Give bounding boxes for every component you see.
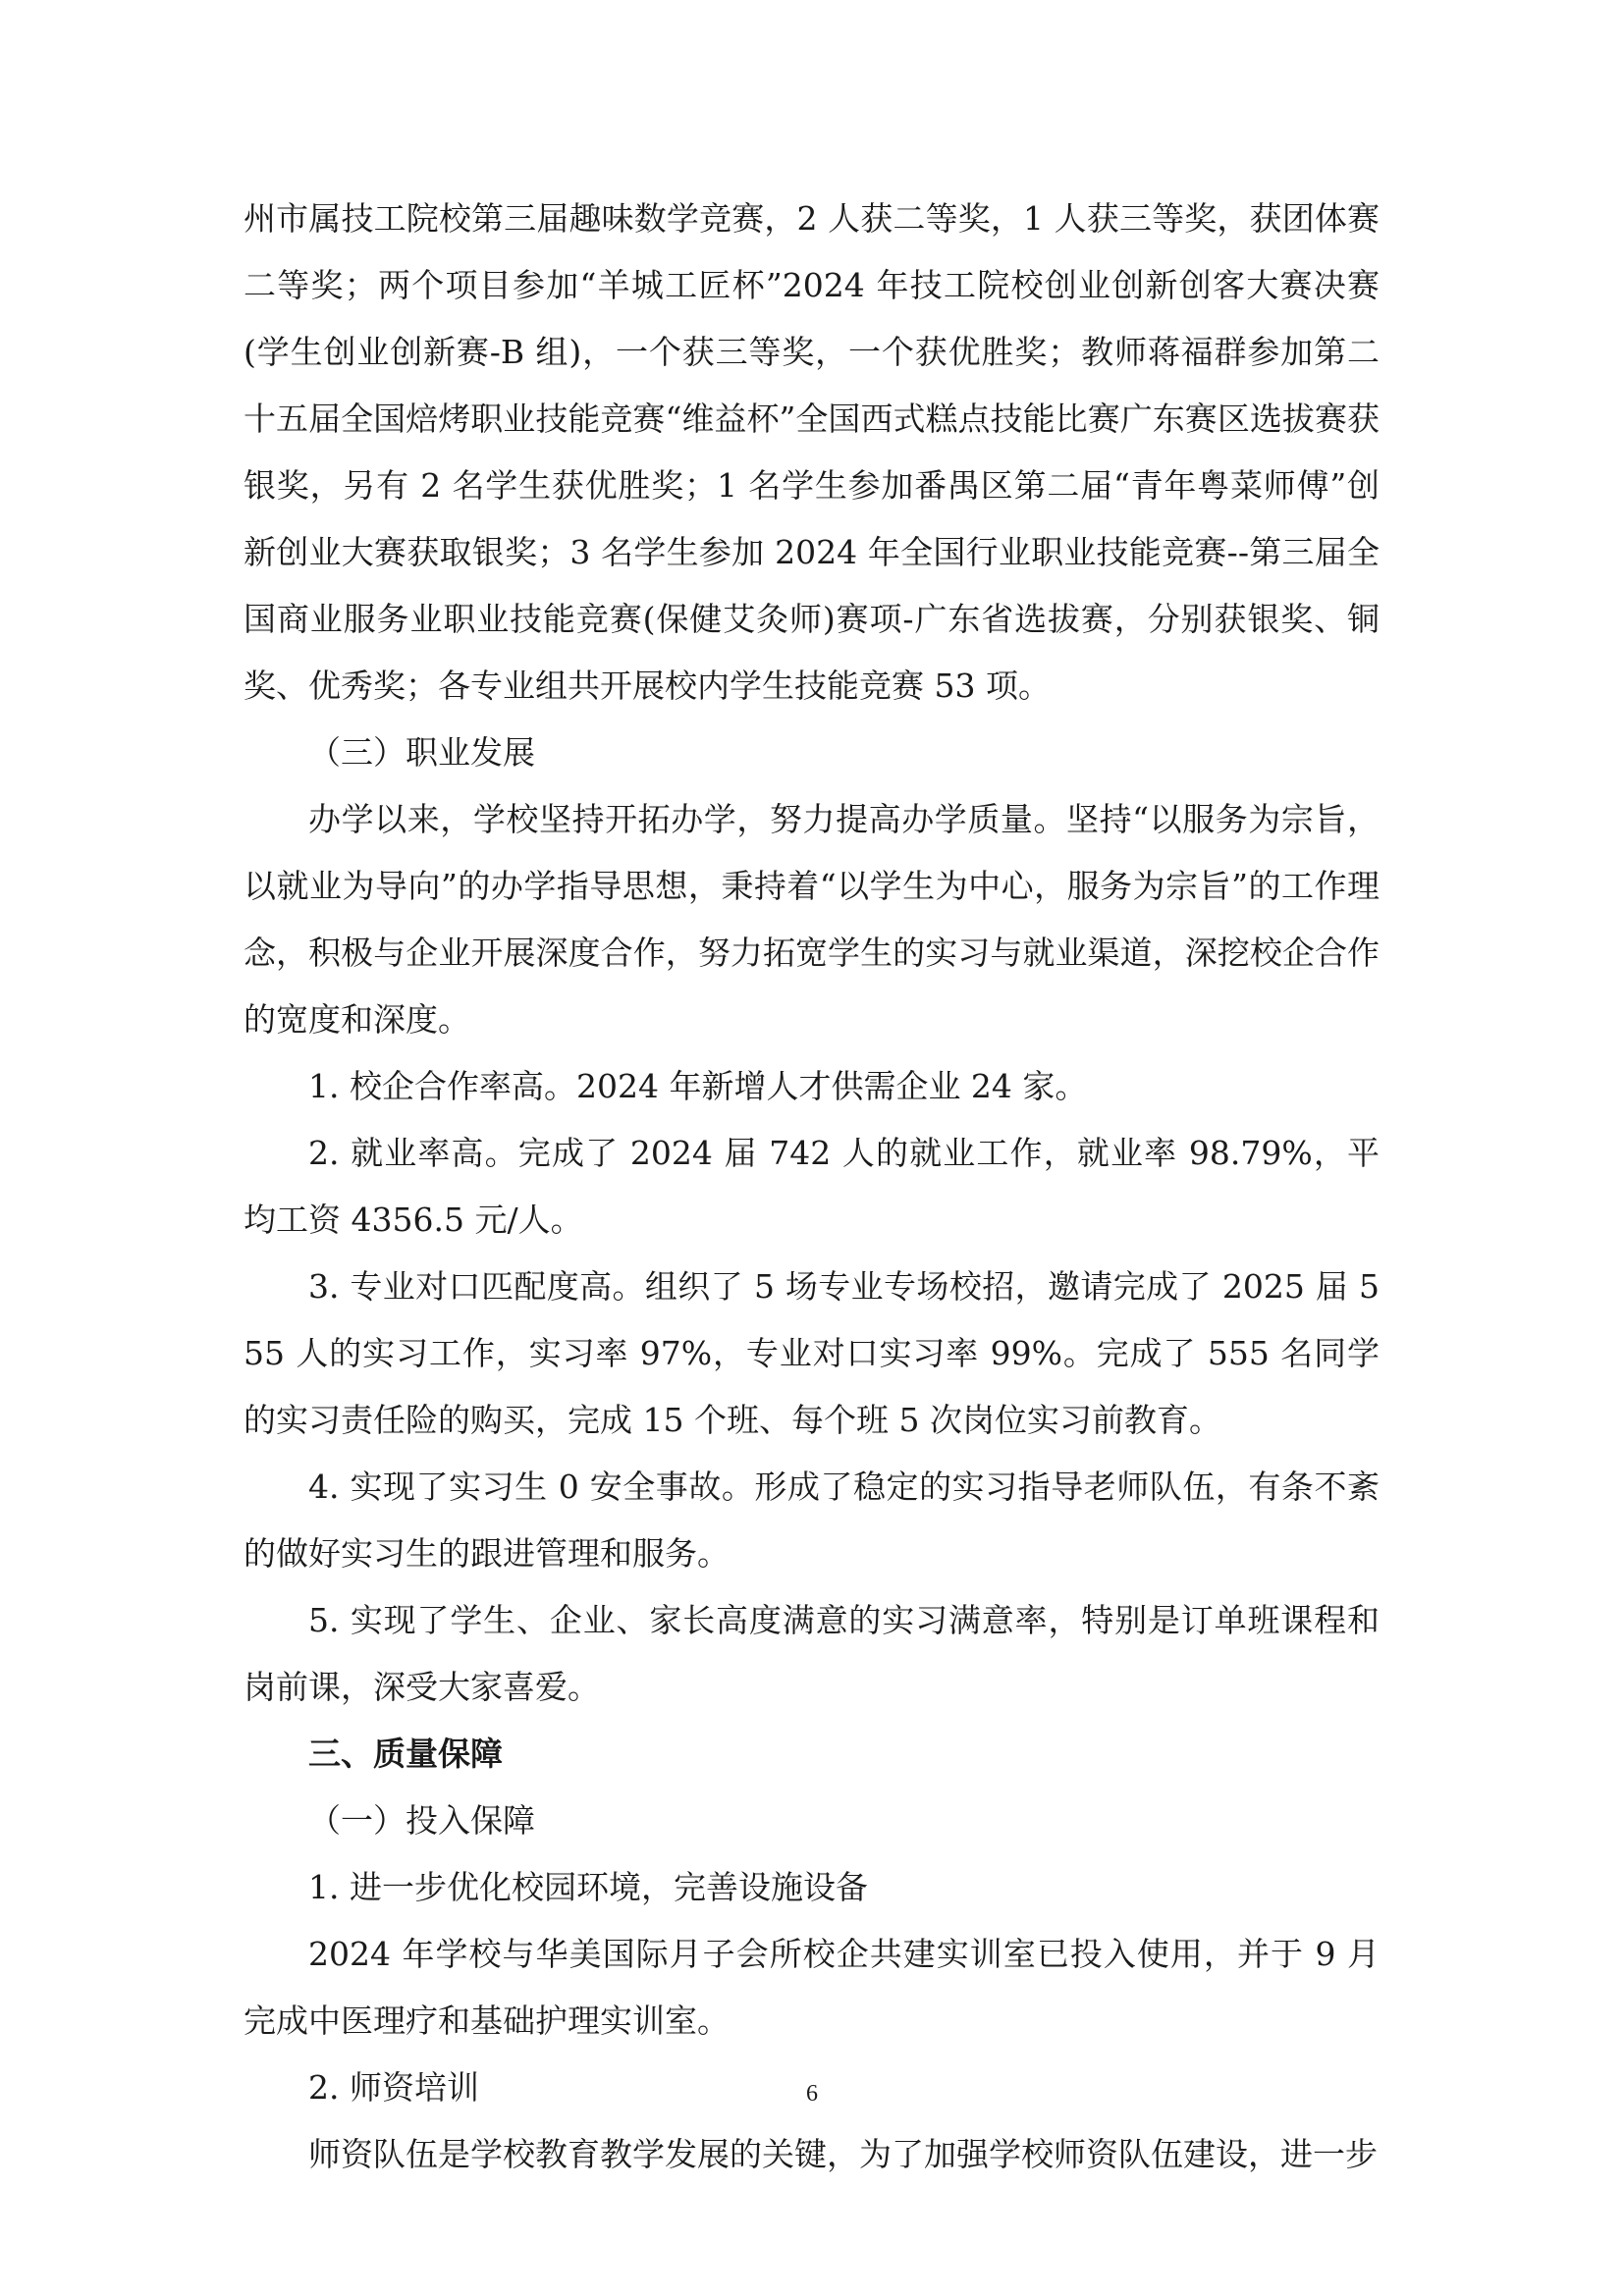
subheading-campus-environment: 1. 进一步优化校园环境，完善设施设备	[308, 1868, 868, 1906]
paragraph-school-philosophy: 办学以来，学校坚持开拓办学，努力提高办学质量。坚持“以服务为宗旨，以就业为导向”的办学指导思想，秉持着“以学生为中心，服务为宗旨”的工作理念，积极与企业开展深度合作，努力拓宽学生的实习与就业渠道，深挖校企合作的宽度和深度。	[244, 800, 1380, 1039]
paragraph-training-rooms: 2024 年学校与华美国际月子会所校企共建实训室已投入使用，并于 9 月完成中医理疗和基础护理实训室。	[244, 1935, 1380, 2040]
paragraph-competition-awards: 州市属技工院校第三届趣味数学竞赛，2 人获二等奖，1 人获三等奖，获团体赛二等奖；两个项目参加“羊城工匠杯”2024 年技工院校创业创新创客大赛决赛(学生创业创新赛-B 组)，一个获三等奖，一个获优胜奖；教师蒋福群参加第二十五届全国焙烤职业技能竞赛“维益杯”全国西式糕点技能比赛广东赛区选拔赛获银奖，另有 2 名学生获优胜奖；1 名学生参加番禺区第二届“青年粤菜师傅”创新创业大赛获取银奖；3 名学生参加 2024 年全国行业职业技能竞赛--第三届全国商业服务业职业技能竞赛(保健艾灸师)赛项-广东省选拔赛，分别获银奖、铜奖、优秀奖；各专业组共开展校内学生技能竞赛 53 项。	[244, 199, 1380, 705]
paragraph-item-3: 3. 专业对口匹配度高。组织了 5 场专业专场校招，邀请完成了 2025 届 555 人的实习工作，实习率 97%，专业对口实习率 99%。完成了 555 名同学的实习责任险的购买，完成 15 个班、每个班 5 次岗位实习前教育。	[244, 1267, 1380, 1439]
heading-investment-assurance: （一）投入保障	[308, 1801, 535, 1840]
document-page	[244, 186, 1380, 2188]
page-number: 6	[806, 2081, 818, 2107]
paragraph-teacher-team: 师资队伍是学校教育教学发展的关键，为了加强学校师资队伍建设，进一步	[308, 2135, 1378, 2173]
paragraph-item-2: 2. 就业率高。完成了 2024 届 742 人的就业工作，就业率 98.79%，平均工资 4356.5 元/人。	[244, 1134, 1380, 1239]
paragraph-item-4: 4. 实现了实习生 0 安全事故。形成了稳定的实习指导老师队伍，有条不紊的做好实习生的跟进管理和服务。	[244, 1468, 1380, 1573]
heading-quality-assurance: 三、质量保障	[308, 1735, 503, 1773]
paragraph-item-5: 5. 实现了学生、企业、家长高度满意的实习满意率，特别是订单班课程和岗前课，深受大家喜爱。	[244, 1601, 1380, 1706]
subheading-teacher-training: 2. 师资培训	[308, 2068, 479, 2107]
paragraph-item-1: 1. 校企合作率高。2024 年新增人才供需企业 24 家。	[308, 1067, 1088, 1105]
heading-career-development: （三）职业发展	[308, 733, 535, 772]
